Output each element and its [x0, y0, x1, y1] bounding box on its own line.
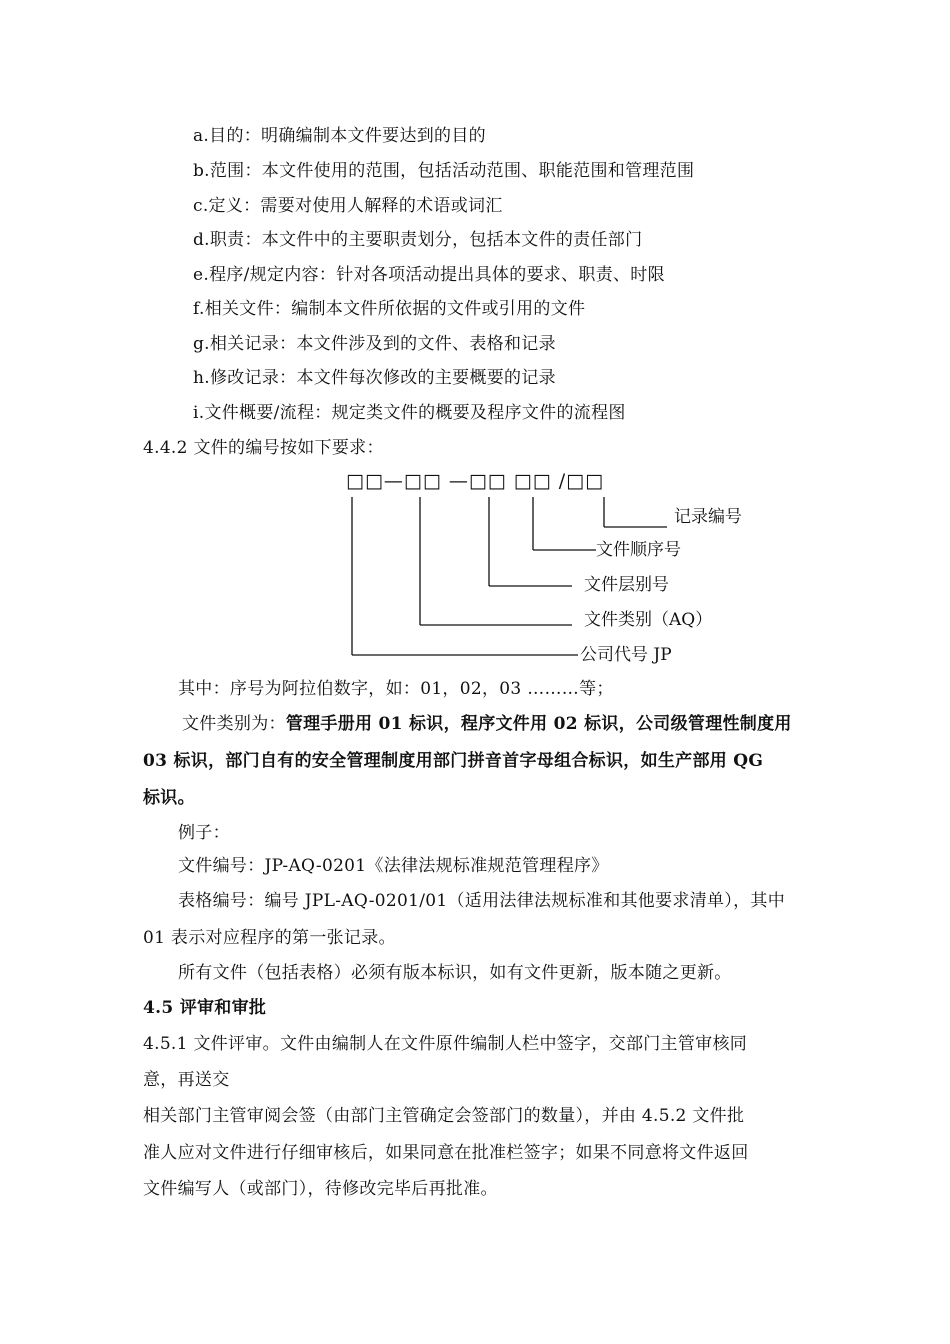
item-procedure: e.程序/规定内容：针对各项活动提出具体的要求、职责、时限 [193, 265, 665, 285]
version-note: 所有文件（包括表格）必须有版本标识，如有文件更新，版本随之更新。 [178, 963, 732, 983]
p451-line-2: 意，再送交 [143, 1070, 230, 1090]
category-rule-1: 管理手册用 01 标识，程序文件用 02 标识，公司级管理性制度用 [285, 714, 792, 734]
label-record-number: 记录编号 [674, 507, 742, 527]
example-form-2: 01 表示对应程序的第一张记录。 [143, 928, 396, 948]
category-rule-2: 03 标识，部门自有的安全管理制度用部门拼音首字母组合标识，如生产部用 QG [143, 751, 764, 771]
item-responsibility: d.职责：本文件中的主要职责划分，包括本文件的责任部门 [193, 230, 643, 250]
code-pattern: □□—□□ —□□ □□ /□□ [346, 470, 605, 492]
item-related-records: g.相关记录：本文件涉及到的文件、表格和记录 [193, 334, 556, 354]
label-company: 公司代号 JP [580, 645, 672, 665]
category-prefix: 文件类别为： [182, 714, 286, 734]
label-level: 文件层别号 [584, 575, 669, 595]
item-revision-records: h.修改记录：本文件每次修改的主要概要的记录 [193, 368, 556, 388]
example-doc: 文件编号：JP-AQ-0201《法律法规标准规范管理程序》 [178, 856, 609, 876]
section-4-4-2: 4.4.2 文件的编号按如下要求： [143, 438, 384, 458]
item-definition: c.定义：需要对使用人解释的术语或词汇 [193, 196, 503, 216]
label-sequence: 文件顺序号 [596, 540, 681, 560]
item-related-docs: f.相关文件：编制本文件所依据的文件或引用的文件 [193, 299, 586, 319]
item-overview: i.文件概要/流程：规定类文件的概要及程序文件的流程图 [193, 403, 626, 423]
example-form-1: 表格编号：编号 JPL-AQ-0201/01（适用法律法规标准和其他要求清单），其中 [178, 891, 785, 911]
p451-line-5: 文件编写人（或部门），待修改完毕后再批准。 [143, 1179, 498, 1199]
p451-line-3: 相关部门主管审阅会签（由部门主管确定会签部门的数量），并由 4.5.2 文件批 [143, 1106, 745, 1126]
p451-line-1: 4.5.1 文件评审。文件由编制人在文件原件编制人栏中签字，交部门主管审核同 [143, 1034, 748, 1054]
section-4-5-title: 4.5 评审和审批 [143, 998, 267, 1018]
item-scope: b.范围：本文件使用的范围，包括活动范围、职能范围和管理范围 [193, 161, 695, 181]
label-category: 文件类别（AQ） [584, 610, 713, 630]
category-line-1 [182, 713, 792, 735]
example-label: 例子： [178, 823, 230, 843]
category-rule-3: 标识。 [143, 788, 195, 808]
note-serial: 其中：序号为阿拉伯数字，如：01，02，03 ………等； [178, 679, 614, 699]
p451-line-4: 准人应对文件进行仔细审核后，如果同意在批准栏签字；如果不同意将文件返回 [143, 1143, 749, 1163]
item-purpose: a.目的：明确编制本文件要达到的目的 [193, 126, 486, 146]
